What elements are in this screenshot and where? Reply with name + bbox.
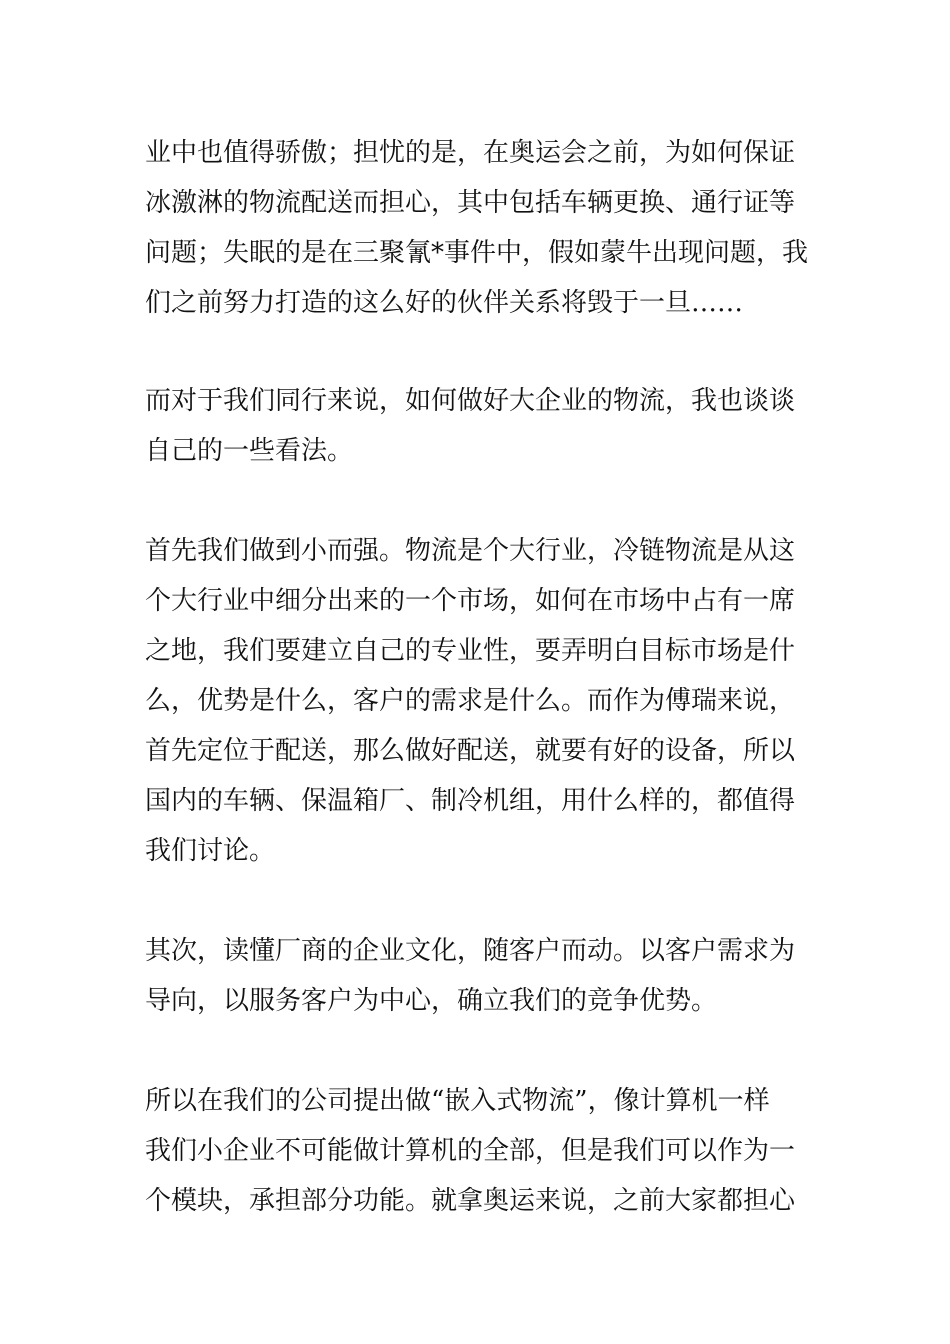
text-line: 其次，读懂厂商的企业文化，随客户而动。以客户需求为 [145, 936, 796, 966]
text-line: 我们小企业不可能做计算机的全部，但是我们可以作为一 [145, 1136, 796, 1166]
paragraph-embedded-logistics [145, 1076, 815, 1226]
text-line: 导向，以服务客户为中心，确立我们的竞争优势。 [145, 986, 718, 1016]
text-line: 之地，我们要建立自己的专业性，要弄明白目标市场是什 [145, 636, 796, 666]
text-line: 冰激淋的物流配送而担心，其中包括车辆更换、通行证等 [145, 188, 796, 218]
paragraph-olympics-worries [145, 128, 815, 328]
text-line: 国内的车辆、保温箱厂、制冷机组，用什么样的，都值得 [145, 786, 796, 816]
text-line: 首先定位于配送，那么做好配送，就要有好的设备，所以 [145, 736, 796, 766]
paragraph-peer-views [145, 376, 815, 476]
text-line: 首先我们做到小而强。物流是个大行业，冷链物流是从这 [145, 536, 796, 566]
text-line: 我们讨论。 [145, 836, 276, 866]
text-line: 自己的一些看法。 [145, 436, 354, 466]
text-line: 个模块，承担部分功能。就拿奥运来说，之前大家都担心 [145, 1186, 796, 1216]
text-line: 个大行业中细分出来的一个市场，如何在市场中占有一席 [145, 586, 796, 616]
paragraph-corporate-culture [145, 926, 815, 1026]
text-line: 们之前努力打造的这么好的伙伴关系将毁于一旦…… [145, 288, 744, 318]
text-line: 所以在我们的公司提出做“嵌入式物流”，像计算机一样 [145, 1086, 770, 1116]
text-line: 而对于我们同行来说，如何做好大企业的物流，我也谈谈 [145, 386, 796, 416]
paragraph-small-and-strong [145, 526, 815, 876]
text-line: 业中也值得骄傲；担忧的是，在奥运会之前，为如何保证 [145, 138, 796, 168]
text-line: 问题；失眠的是在三聚氰*事件中，假如蒙牛出现问题，我 [145, 238, 809, 268]
text-line: 么，优势是什么，客户的需求是什么。而作为傅瑞来说， [145, 686, 796, 716]
